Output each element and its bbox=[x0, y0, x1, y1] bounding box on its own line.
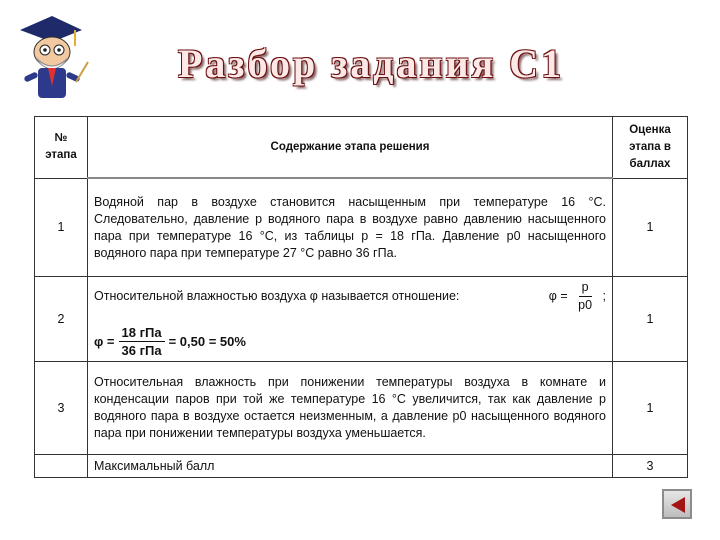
humidity-formula bbox=[549, 279, 606, 314]
header-stage-content: Содержание этапа решения bbox=[88, 117, 613, 179]
back-button[interactable] bbox=[662, 489, 692, 519]
solution-table-document bbox=[34, 116, 688, 488]
formula-numerator: p bbox=[579, 279, 592, 297]
table-total-row bbox=[35, 455, 688, 478]
page-title: Разбор задания С1 bbox=[178, 41, 565, 86]
total-empty-cell bbox=[35, 455, 88, 478]
header-stage-score: Оценка этапа в баллах bbox=[613, 117, 688, 179]
stage-number: 1 bbox=[35, 178, 88, 277]
stage-score: 1 bbox=[613, 277, 688, 362]
calc-result: = 0,50 = 50% bbox=[168, 334, 246, 349]
calc-fraction bbox=[119, 324, 165, 359]
formula-lhs: φ = bbox=[548, 288, 568, 303]
calc-denominator: 36 гПа bbox=[121, 343, 162, 358]
total-label: Максимальный балл bbox=[88, 455, 613, 478]
formula-denominator: p0 bbox=[578, 298, 593, 312]
stage-score: 1 bbox=[613, 178, 688, 277]
stage-score: 1 bbox=[613, 362, 688, 455]
table-row bbox=[35, 277, 688, 362]
definition-line bbox=[94, 279, 606, 314]
table-row bbox=[35, 362, 688, 455]
grading-table bbox=[34, 116, 688, 478]
calculation-line bbox=[94, 324, 606, 359]
stage-content bbox=[88, 277, 613, 362]
definition-text: Относительной влажностью воздуха φ называется отношение: bbox=[94, 289, 460, 303]
stage-content: Относительная влажность при понижении температуры воздуха в комнате и конденсации паров при той же температуре 16 °С увеличится, так как давление p водяного пара в воздухе остается неизменным, а давление p0 насыщенного водяного пара при понижении температуры воздуха уменьшается. bbox=[88, 362, 613, 455]
table-row bbox=[35, 178, 688, 277]
calc-numerator: 18 гПа bbox=[119, 324, 165, 342]
professor-mascot-icon bbox=[10, 8, 90, 108]
header-stage-number: № этапа bbox=[35, 117, 88, 179]
formula-fraction bbox=[575, 279, 595, 314]
table-header-row bbox=[35, 117, 688, 179]
calc-lhs: φ = bbox=[94, 334, 115, 349]
stage-content: Водяной пар в воздухе становится насыщенным при температуре 16 °С. Следовательно, давление p водяного пара в воздухе равно давлению насыщенного пара при температуре 16 °С, из таблицы p = 18 гПа. Давление p0 насыщенного водяного пара при температуре 27 °С равно 36 гПа. bbox=[88, 178, 613, 277]
back-arrow-icon bbox=[667, 494, 689, 516]
stage-number: 2 bbox=[35, 277, 88, 362]
stage-number: 3 bbox=[35, 362, 88, 455]
total-score: 3 bbox=[613, 455, 688, 478]
formula-end: ; bbox=[602, 288, 606, 303]
